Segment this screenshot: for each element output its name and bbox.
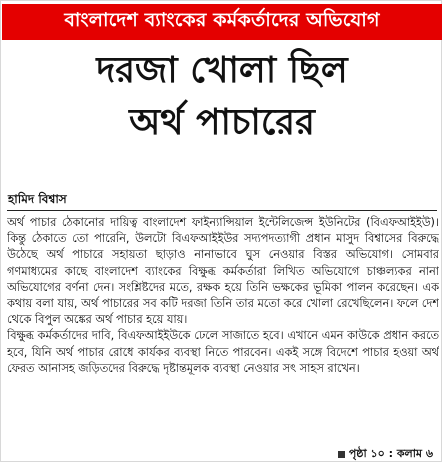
headline-line-2: অর্থ পাচারের [129, 102, 315, 143]
byline: হামিদ বিশ্বাস [8, 192, 67, 206]
kicker-banner [2, 4, 442, 40]
article-paragraph-2: বিক্ষুব্ধ কর্মকর্তাদের দাবি, বিএফআইইউকে ঢেলে সাজাতে হবে। এখানে এমন কাউকে প্রধান করতে হবে, যিনি অর্থ পাচার রোধে কার্যকর ব্যবস্থা নিতে পারবেন। একই সঙ্গে বিদেশে পাচার হওয়া অর্থ ফেরত আনাসহ জড়িতদের বিরুদ্ধে দৃষ্টান্তমূলক ব্যবস্থা নেওয়ার সৎ সাহস রাখেন। [7, 329, 439, 375]
headline [1, 45, 442, 149]
byline-divider [7, 210, 437, 211]
page-reference: পৃষ্ঠা ১০ : কলাম ৬ [348, 447, 433, 460]
continuation-reference [338, 445, 433, 464]
square-bullet-icon [338, 451, 345, 458]
article-body [7, 215, 439, 447]
headline-line-1: দরজা খোলা ছিল [96, 50, 348, 91]
kicker-text: বাংলাদেশ ব্যাংকের কর্মকর্তাদের অভিযোগ [64, 9, 380, 31]
article-paragraph-1: অর্থ পাচার ঠেকানোর দায়িত্ব বাংলাদেশ ফাইন্যান্সিয়াল ইন্টেলিজেন্স ইউনিটের (বিএফআইইউ)। কিন্তু ঠেকাতে তো পারেনি, উলটো বিএফআইইউর সদ্যপদত্যাগী প্রধান মাসুদ বিশ্বাসের বিরুদ্ধে উঠেছে অর্থ পাচারে সহায়তা ছাড়াও নানাভাবে ঘুস নেওয়ার বিস্তর অভিযোগ। সোমবার গণমাধ্যমের কাছে বাংলাদেশ ব্যাংকের বিক্ষুব্ধ কর্মকর্তারা লিখিত অভিযোগে চাঞ্চল্যকর নানা অভিযোগের বর্ণনা দেন। সংশ্লিষ্টদের মতে, রক্ষক হয়ে তিনি ভক্ষকের ভূমিকা পালন করেছেন। এক কথায় বলা যায়, অর্থ পাচারের সব কটি দরজা তিনি তার মতো করে খোলা রেখেছিলেন। ফলে দেশ থেকে বিপুল অঙ্কের অর্থ পাচার হয়ে যায়। [7, 216, 439, 327]
